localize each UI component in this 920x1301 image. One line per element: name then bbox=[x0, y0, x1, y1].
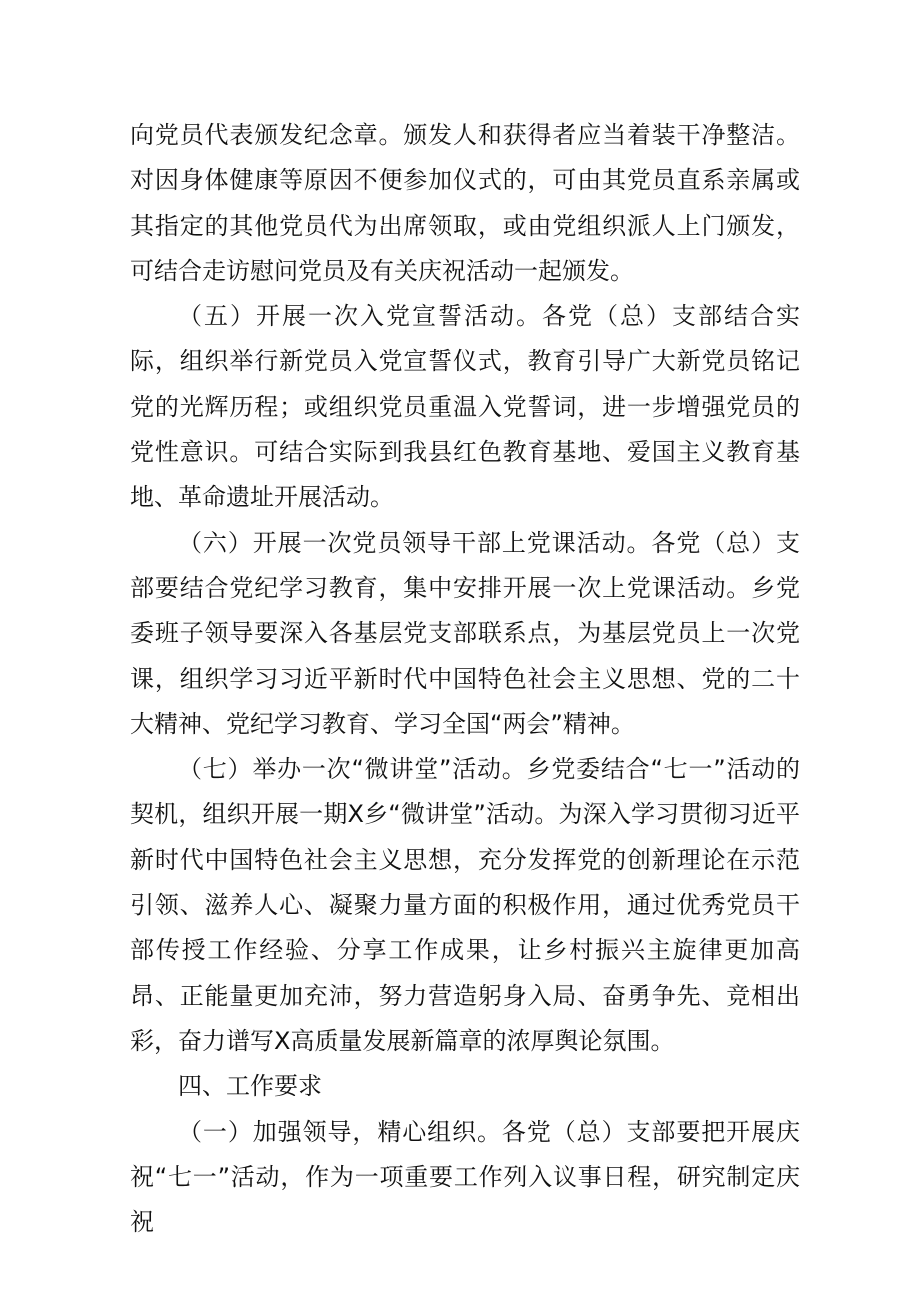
paragraph-party-lecture: （六）开展一次党员领导干部上党课活动。各党（总）支部要结合党纪学习教育，集中安排开展一次上党课活动。乡党委班子领导要深入各基层党支部联系点，为基层党员上一次党课，组织学习习近平新时代中国特色社会主义思想、党的二十大精神、党纪学习教育、学习全国“两会”精神。 bbox=[130, 528, 800, 738]
section-heading-work-requirements: 四、工作要求 bbox=[178, 1072, 322, 1101]
paragraph-medal-issuance: 向党员代表颁发纪念章。颁发人和获得者应当着装干净整洁。对因身体健康等原因不便参加仪式的，可由其党员直系亲属或其指定的其他党员代为出席领取，或由党组织派人上门颁发，可结合走访慰问党员及有关庆祝活动一起颁发。 bbox=[130, 121, 800, 285]
paragraph-micro-lecture: （七）举办一次“微讲堂”活动。乡党委结合“七一”活动的契机，组织开展一期X乡“微讲堂”活动。为深入学习贯彻习近平新时代中国特色社会主义思想，充分发挥党的创新理论在示范引领、滋养人心、凝聚力量方面的积极作用，通过优秀党员干部传授工作经验、分享工作成果，让乡村振兴主旋律更加高昂、正能量更加充沛，努力营造躬身入局、奋勇争先、竞相出彩，奋力谱写X高质量发展新篇章的浓厚舆论氛围。 bbox=[130, 755, 800, 1055]
paragraph-leadership: （一）加强领导，精心组织。各党（总）支部要把开展庆祝“七一”活动，作为一项重要工作列入议事日程，研究制定庆祝 bbox=[130, 1117, 800, 1237]
paragraph-oath-activity: （五）开展一次入党宣誓活动。各党（总）支部结合实际，组织举行新党员入党宣誓仪式，教育引导广大新党员铭记党的光辉历程；或组织党员重温入党誓词，进一步增强党员的党性意识。可结合实际到我县红色教育基地、爱国主义教育基地、革命遗址开展活动。 bbox=[130, 302, 800, 512]
document-page bbox=[130, 113, 800, 1245]
